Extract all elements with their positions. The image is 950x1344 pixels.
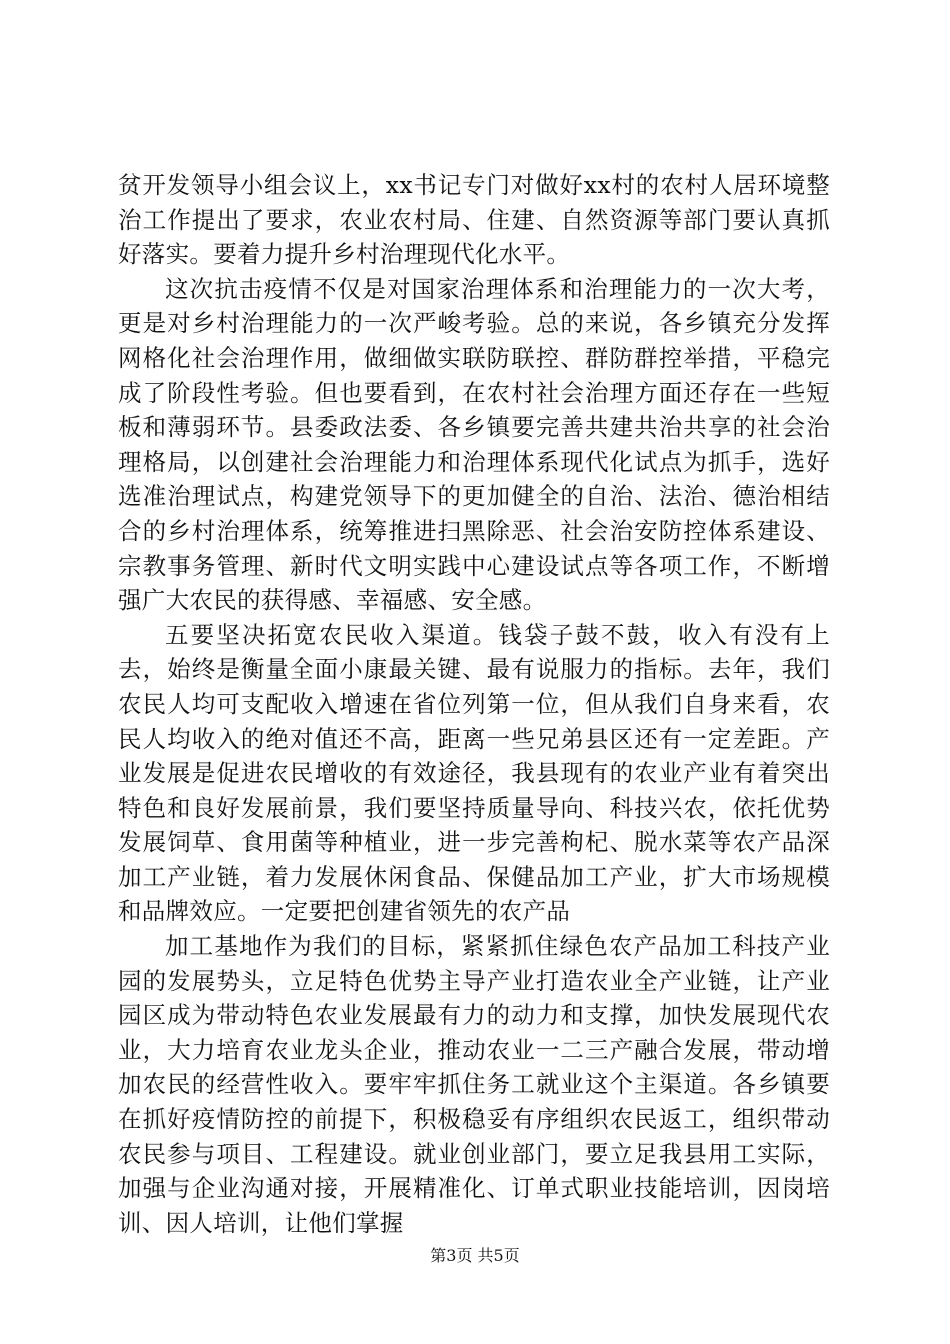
paragraph-1: 贫开发领导小组会议上，xx书记专门对做好xx村的农村人居环境整治工作提出了要求，农业农村局、住建、自然资源等部门要认真抓好落实。要着力提升乡村治理现代化水平。 bbox=[118, 171, 830, 269]
paragraph-4: 加工基地作为我们的目标，紧紧抓住绿色农产品加工科技产业园的发展势头，立足特色优势主导产业打造农业全产业链，让产业园区成为带动特色农业发展最有力的动力和支撑，加快发展现代农业，大力培育农业龙头企业，推动农业一二三产融合发展，带动增加农民的经营性收入。要牢牢抓住务工就业这个主渠道。各乡镇要在抓好疫情防控的前提下，积极稳妥有序组织农民返工，组织带动农民参与项目、工程建设。就业创业部门，要立足我县用工实际，加强与企业沟通对接，开展精准化、订单式职业技能培训，因岗培训、因人培训，让他们掌握 bbox=[118, 932, 830, 1237]
document-body bbox=[118, 168, 830, 1240]
page-footer bbox=[0, 1246, 950, 1266]
page-number-label: 第3页 共5页 bbox=[430, 1246, 520, 1265]
paragraph-3: 五要坚决拓宽农民收入渠道。钱袋子鼓不鼓，收入有没有上去，始终是衡量全面小康最关键、最有说服力的指标。去年，我们农民人均可支配收入增速在省位列第一位，但从我们自身来看，农民人均收入的绝对值还不高，距离一些兄弟县区还有一定差距。产业发展是促进农民增收的有效途径，我县现有的农业产业有着突出特色和良好发展前景，我们要坚持质量导向、科技兴农，依托优势发展饲草、食用菌等种植业，进一步完善枸杞、脱水菜等农产品深加工产业链，着力发展休闲食品、保健品加工产业，扩大市场规模和品牌效应。一定要把创建省领先的农产品 bbox=[118, 620, 830, 926]
paragraph-2: 这次抗击疫情不仅是对国家治理体系和治理能力的一次大考，更是对乡村治理能力的一次严峻考验。总的来说，各乡镇充分发挥网格化社会治理作用，做细做实联防联控、群防群控举措，平稳完成了阶段性考验。但也要看到，在农村社会治理方面还存在一些短板和薄弱环节。县委政法委、各乡镇要完善共建共治共享的社会治理格局，以创建社会治理能力和治理体系现代化试点为抓手，选好选准治理试点，构建党领导下的更加健全的自治、法治、德治相结合的乡村治理体系，统筹推进扫黑除恶、社会治安防控体系建设、宗教事务管理、新时代文明实践中心建设试点等各项工作，不断增强广大农民的获得感、幸福感、安全感。 bbox=[118, 274, 830, 615]
